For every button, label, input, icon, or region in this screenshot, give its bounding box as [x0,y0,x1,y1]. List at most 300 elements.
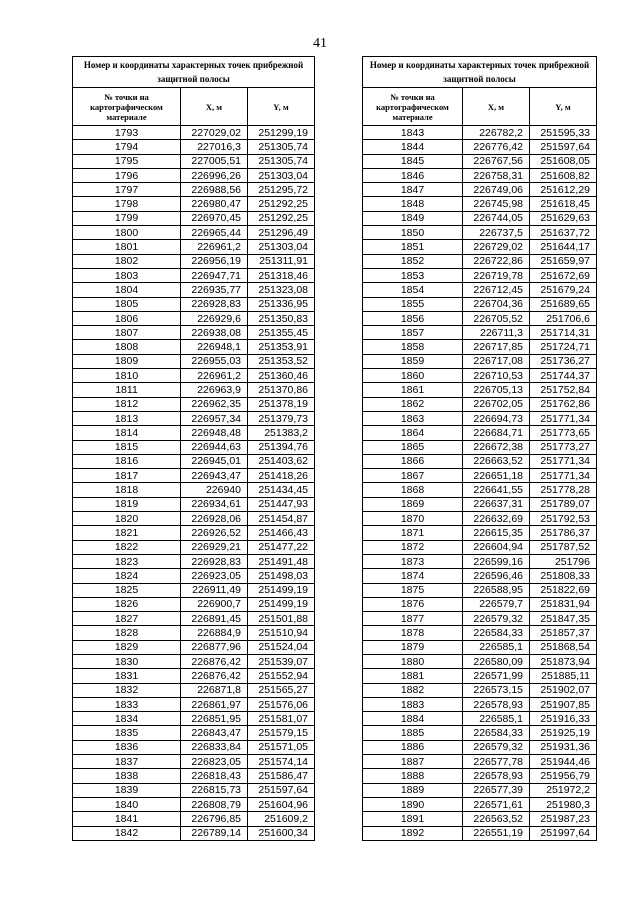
point-number-cell: 1820 [73,512,181,526]
y-coordinate-cell: 251466,43 [248,526,315,540]
point-number-cell: 1825 [73,583,181,597]
point-number-cell: 1851 [363,240,463,254]
x-coordinate-cell: 226577,78 [463,755,530,769]
table-row [73,411,315,425]
table-row [73,226,315,240]
y-coordinate-cell: 251491,48 [248,554,315,568]
table-row [73,654,315,668]
x-coordinate-cell: 226956,19 [181,254,248,268]
table-row [363,154,597,168]
point-number-cell: 1876 [363,597,463,611]
y-coordinate-cell: 251336,95 [248,297,315,311]
y-coordinate-cell: 251771,34 [530,469,597,483]
table-row [363,726,597,740]
point-number-cell: 1848 [363,197,463,211]
point-number-cell: 1838 [73,769,181,783]
table-row [73,211,315,225]
y-coordinate-cell: 251789,07 [530,497,597,511]
y-coordinate-cell: 251885,11 [530,669,597,683]
point-number-cell: 1868 [363,483,463,497]
table-row [363,168,597,182]
point-number-cell: 1798 [73,197,181,211]
table-row [73,683,315,697]
y-coordinate-cell: 251762,86 [530,397,597,411]
point-number-cell: 1892 [363,826,463,840]
point-number-cell: 1803 [73,268,181,282]
point-number-cell: 1884 [363,712,463,726]
y-coordinate-cell: 251724,71 [530,340,597,354]
y-coordinate-cell: 251501,88 [248,612,315,626]
y-coordinate-cell: 251394,76 [248,440,315,454]
point-number-cell: 1887 [363,755,463,769]
point-number-cell: 1831 [73,669,181,683]
x-coordinate-cell: 226717,08 [463,354,530,368]
table-row [73,397,315,411]
x-coordinate-cell: 226579,32 [463,740,530,754]
y-coordinate-cell: 251612,29 [530,183,597,197]
table-row [73,812,315,826]
y-coordinate-cell: 251736,27 [530,354,597,368]
coordinates-table-left [72,56,315,841]
x-coordinate-cell: 226571,99 [463,669,530,683]
table-row [363,268,597,282]
table-row [363,211,597,225]
y-coordinate-cell: 251987,23 [530,812,597,826]
y-coordinate-cell: 251773,27 [530,440,597,454]
x-coordinate-cell: 226749,06 [463,183,530,197]
x-coordinate-cell: 226767,56 [463,154,530,168]
point-number-cell: 1870 [363,512,463,526]
table-row [363,454,597,468]
x-coordinate-cell: 226704,36 [463,297,530,311]
table-title: Номер и координаты характерных точек прибрежной защитной полосы [73,57,315,88]
table-row [363,626,597,640]
y-coordinate-cell: 251370,86 [248,383,315,397]
table-row [363,654,597,668]
x-coordinate-cell: 226945,01 [181,454,248,468]
x-coordinate-cell: 226935,77 [181,283,248,297]
table-row [363,483,597,497]
y-coordinate-cell: 251383,2 [248,426,315,440]
point-number-cell: 1794 [73,140,181,154]
y-coordinate-cell: 251318,46 [248,268,315,282]
point-number-cell: 1881 [363,669,463,683]
coordinates-table-right [362,56,597,841]
y-coordinate-cell: 251771,34 [530,411,597,425]
x-coordinate-cell: 226722,86 [463,254,530,268]
column-header-y: Y, м [248,88,315,126]
x-coordinate-cell: 226940 [181,483,248,497]
point-number-cell: 1850 [363,226,463,240]
point-number-cell: 1817 [73,469,181,483]
x-coordinate-cell: 226571,61 [463,797,530,811]
point-number-cell: 1829 [73,640,181,654]
page-number: 41 [313,36,327,51]
point-number-cell: 1847 [363,183,463,197]
y-coordinate-cell: 251773,65 [530,426,597,440]
x-coordinate-cell: 226584,33 [463,726,530,740]
point-number-cell: 1839 [73,783,181,797]
table-row [73,283,315,297]
x-coordinate-cell: 226980,47 [181,197,248,211]
x-coordinate-cell: 226965,44 [181,226,248,240]
point-number-cell: 1836 [73,740,181,754]
table-row [363,612,597,626]
table-row [73,311,315,325]
table-row [73,254,315,268]
x-coordinate-cell: 226745,98 [463,197,530,211]
x-coordinate-cell: 226651,18 [463,469,530,483]
table-row [73,640,315,654]
y-coordinate-cell: 251303,04 [248,240,315,254]
y-coordinate-cell: 251629,63 [530,211,597,225]
y-coordinate-cell: 251925,19 [530,726,597,740]
table-row [363,669,597,683]
point-number-cell: 1816 [73,454,181,468]
y-coordinate-cell: 251604,96 [248,797,315,811]
x-coordinate-cell: 226818,43 [181,769,248,783]
x-coordinate-cell: 226641,55 [463,483,530,497]
y-coordinate-cell: 251847,35 [530,612,597,626]
x-coordinate-cell: 226928,83 [181,554,248,568]
point-number-cell: 1874 [363,569,463,583]
table-row [363,326,597,340]
point-number-cell: 1862 [363,397,463,411]
table-row [363,397,597,411]
x-coordinate-cell: 226934,61 [181,497,248,511]
x-coordinate-cell: 226961,2 [181,369,248,383]
point-number-cell: 1885 [363,726,463,740]
x-coordinate-cell: 226694,73 [463,411,530,425]
x-coordinate-cell: 226615,35 [463,526,530,540]
y-coordinate-cell: 251379,73 [248,411,315,425]
column-header-x: X, м [181,88,248,126]
point-number-cell: 1883 [363,697,463,711]
y-coordinate-cell: 251292,25 [248,211,315,225]
point-number-cell: 1856 [363,311,463,325]
table-row [73,583,315,597]
column-header-point-number: № точки на картографическом материале [73,88,181,126]
x-coordinate-cell: 226758,31 [463,168,530,182]
table-row [363,812,597,826]
x-coordinate-cell: 226579,32 [463,612,530,626]
y-coordinate-cell: 251524,04 [248,640,315,654]
point-number-cell: 1799 [73,211,181,225]
point-number-cell: 1802 [73,254,181,268]
point-number-cell: 1800 [73,226,181,240]
table-row [363,469,597,483]
point-number-cell: 1796 [73,168,181,182]
x-coordinate-cell: 226891,45 [181,612,248,626]
point-number-cell: 1814 [73,426,181,440]
x-coordinate-cell: 226796,85 [181,812,248,826]
y-coordinate-cell: 251786,37 [530,526,597,540]
point-number-cell: 1877 [363,612,463,626]
y-coordinate-cell: 251597,64 [248,783,315,797]
point-number-cell: 1864 [363,426,463,440]
y-coordinate-cell: 251299,19 [248,126,315,140]
table-row [363,283,597,297]
x-coordinate-cell: 226900,7 [181,597,248,611]
point-number-cell: 1832 [73,683,181,697]
table-row [363,197,597,211]
table-row [73,569,315,583]
x-coordinate-cell: 226712,45 [463,283,530,297]
table-row [73,540,315,554]
x-coordinate-cell: 226782,2 [463,126,530,140]
x-coordinate-cell: 226923,05 [181,569,248,583]
point-number-cell: 1871 [363,526,463,540]
table-row [363,826,597,840]
table-row [363,697,597,711]
y-coordinate-cell: 251586,47 [248,769,315,783]
point-number-cell: 1863 [363,411,463,425]
y-coordinate-cell: 251744,37 [530,369,597,383]
point-number-cell: 1807 [73,326,181,340]
y-coordinate-cell: 251706,6 [530,311,597,325]
table-row [363,497,597,511]
y-coordinate-cell: 251510,94 [248,626,315,640]
x-coordinate-cell: 226851,95 [181,712,248,726]
x-coordinate-cell: 226604,94 [463,540,530,554]
table-row [73,797,315,811]
table-row [363,440,597,454]
y-coordinate-cell: 251579,15 [248,726,315,740]
point-number-cell: 1889 [363,783,463,797]
y-coordinate-cell: 251972,2 [530,783,597,797]
x-coordinate-cell: 227029,02 [181,126,248,140]
table-row [73,769,315,783]
x-coordinate-cell: 226702,05 [463,397,530,411]
y-coordinate-cell: 251311,91 [248,254,315,268]
table-row [73,697,315,711]
x-coordinate-cell: 226663,52 [463,454,530,468]
table-row [73,597,315,611]
point-number-cell: 1865 [363,440,463,454]
x-coordinate-cell: 226563,52 [463,812,530,826]
y-coordinate-cell: 251907,85 [530,697,597,711]
table-row [73,554,315,568]
x-coordinate-cell: 226948,48 [181,426,248,440]
x-coordinate-cell: 226577,39 [463,783,530,797]
x-coordinate-cell: 226596,46 [463,569,530,583]
x-coordinate-cell: 226928,06 [181,512,248,526]
table-row [73,326,315,340]
table-row [73,626,315,640]
point-number-cell: 1866 [363,454,463,468]
point-number-cell: 1815 [73,440,181,454]
table-row [363,526,597,540]
y-coordinate-cell: 251822,69 [530,583,597,597]
table-row [363,240,597,254]
x-coordinate-cell: 226833,84 [181,740,248,754]
x-coordinate-cell: 226876,42 [181,654,248,668]
x-coordinate-cell: 226744,05 [463,211,530,225]
table-row [363,769,597,783]
point-number-cell: 1819 [73,497,181,511]
x-coordinate-cell: 226955,03 [181,354,248,368]
table-row [73,154,315,168]
table-row [363,254,597,268]
x-coordinate-cell: 226944,63 [181,440,248,454]
point-number-cell: 1822 [73,540,181,554]
x-coordinate-cell: 226871,8 [181,683,248,697]
table-row [363,597,597,611]
point-number-cell: 1797 [73,183,181,197]
point-number-cell: 1840 [73,797,181,811]
table-row [363,383,597,397]
table-row [363,411,597,425]
point-number-cell: 1793 [73,126,181,140]
table-row [73,454,315,468]
point-number-cell: 1846 [363,168,463,182]
point-number-cell: 1810 [73,369,181,383]
y-coordinate-cell: 251576,06 [248,697,315,711]
y-coordinate-cell: 251778,28 [530,483,597,497]
y-coordinate-cell: 251873,94 [530,654,597,668]
point-number-cell: 1878 [363,626,463,640]
table-row [363,569,597,583]
table-row [73,483,315,497]
point-number-cell: 1852 [363,254,463,268]
table-row [363,311,597,325]
x-coordinate-cell: 226823,05 [181,755,248,769]
table-row [363,583,597,597]
point-number-cell: 1806 [73,311,181,325]
table-row [73,826,315,840]
x-coordinate-cell: 226578,93 [463,697,530,711]
x-coordinate-cell: 226585,1 [463,712,530,726]
y-coordinate-cell: 251353,52 [248,354,315,368]
table-row [73,126,315,140]
y-coordinate-cell: 251565,27 [248,683,315,697]
y-coordinate-cell: 251857,37 [530,626,597,640]
table-row [73,197,315,211]
x-coordinate-cell: 226876,42 [181,669,248,683]
x-coordinate-cell: 226957,34 [181,411,248,425]
x-coordinate-cell: 226877,96 [181,640,248,654]
x-coordinate-cell: 226948,1 [181,340,248,354]
table-row [73,512,315,526]
point-number-cell: 1811 [73,383,181,397]
y-coordinate-cell: 251296,49 [248,226,315,240]
y-coordinate-cell: 251956,79 [530,769,597,783]
point-number-cell: 1853 [363,268,463,282]
x-coordinate-cell: 226926,52 [181,526,248,540]
y-coordinate-cell: 251305,74 [248,154,315,168]
point-number-cell: 1841 [73,812,181,826]
x-coordinate-cell: 226719,78 [463,268,530,282]
x-coordinate-cell: 226585,1 [463,640,530,654]
y-coordinate-cell: 251498,03 [248,569,315,583]
point-number-cell: 1812 [73,397,181,411]
table-row [73,469,315,483]
table-row [73,526,315,540]
y-coordinate-cell: 251403,62 [248,454,315,468]
x-coordinate-cell: 226672,38 [463,440,530,454]
point-number-cell: 1813 [73,411,181,425]
point-number-cell: 1842 [73,826,181,840]
x-coordinate-cell: 226579,7 [463,597,530,611]
table-row [73,340,315,354]
table-row [363,226,597,240]
y-coordinate-cell: 251808,33 [530,569,597,583]
point-number-cell: 1833 [73,697,181,711]
column-header-x: X, м [463,88,530,126]
x-coordinate-cell: 226947,71 [181,268,248,282]
table-title: Номер и координаты характерных точек прибрежной защитной полосы [363,57,597,88]
y-coordinate-cell: 251595,33 [530,126,597,140]
y-coordinate-cell: 251477,22 [248,540,315,554]
point-number-cell: 1834 [73,712,181,726]
table-row [363,755,597,769]
table-row [73,183,315,197]
y-coordinate-cell: 251787,52 [530,540,597,554]
x-coordinate-cell: 226861,97 [181,697,248,711]
point-number-cell: 1849 [363,211,463,225]
table-row [363,512,597,526]
table-row [363,140,597,154]
y-coordinate-cell: 251418,26 [248,469,315,483]
x-coordinate-cell: 226684,71 [463,426,530,440]
table-row [363,126,597,140]
x-coordinate-cell: 226711,3 [463,326,530,340]
table-row [363,183,597,197]
table-row [73,755,315,769]
table-row [73,726,315,740]
y-coordinate-cell: 251552,94 [248,669,315,683]
table-row [363,640,597,654]
y-coordinate-cell: 251997,64 [530,826,597,840]
y-coordinate-cell: 251980,3 [530,797,597,811]
point-number-cell: 1835 [73,726,181,740]
y-coordinate-cell: 251916,33 [530,712,597,726]
table-row [73,497,315,511]
y-coordinate-cell: 251499,19 [248,583,315,597]
table-row [73,297,315,311]
y-coordinate-cell: 251323,08 [248,283,315,297]
x-coordinate-cell: 226705,13 [463,383,530,397]
x-coordinate-cell: 226705,52 [463,311,530,325]
point-number-cell: 1890 [363,797,463,811]
table-row [363,297,597,311]
point-number-cell: 1861 [363,383,463,397]
y-coordinate-cell: 251609,2 [248,812,315,826]
point-number-cell: 1823 [73,554,181,568]
table-row [73,268,315,282]
table-row [363,540,597,554]
x-coordinate-cell: 226573,15 [463,683,530,697]
x-coordinate-cell: 226988,56 [181,183,248,197]
point-number-cell: 1869 [363,497,463,511]
column-header-point-number: № точки на картографическом материале [363,88,463,126]
y-coordinate-cell: 251637,72 [530,226,597,240]
y-coordinate-cell: 251944,46 [530,755,597,769]
y-coordinate-cell: 251608,82 [530,168,597,182]
table-row [363,783,597,797]
table-row [73,354,315,368]
x-coordinate-cell: 227005,51 [181,154,248,168]
table-row [73,240,315,254]
y-coordinate-cell: 251618,45 [530,197,597,211]
table-row [73,369,315,383]
y-coordinate-cell: 251355,45 [248,326,315,340]
point-number-cell: 1872 [363,540,463,554]
point-number-cell: 1824 [73,569,181,583]
y-coordinate-cell: 251353,91 [248,340,315,354]
y-coordinate-cell: 251295,72 [248,183,315,197]
x-coordinate-cell: 226996,26 [181,168,248,182]
